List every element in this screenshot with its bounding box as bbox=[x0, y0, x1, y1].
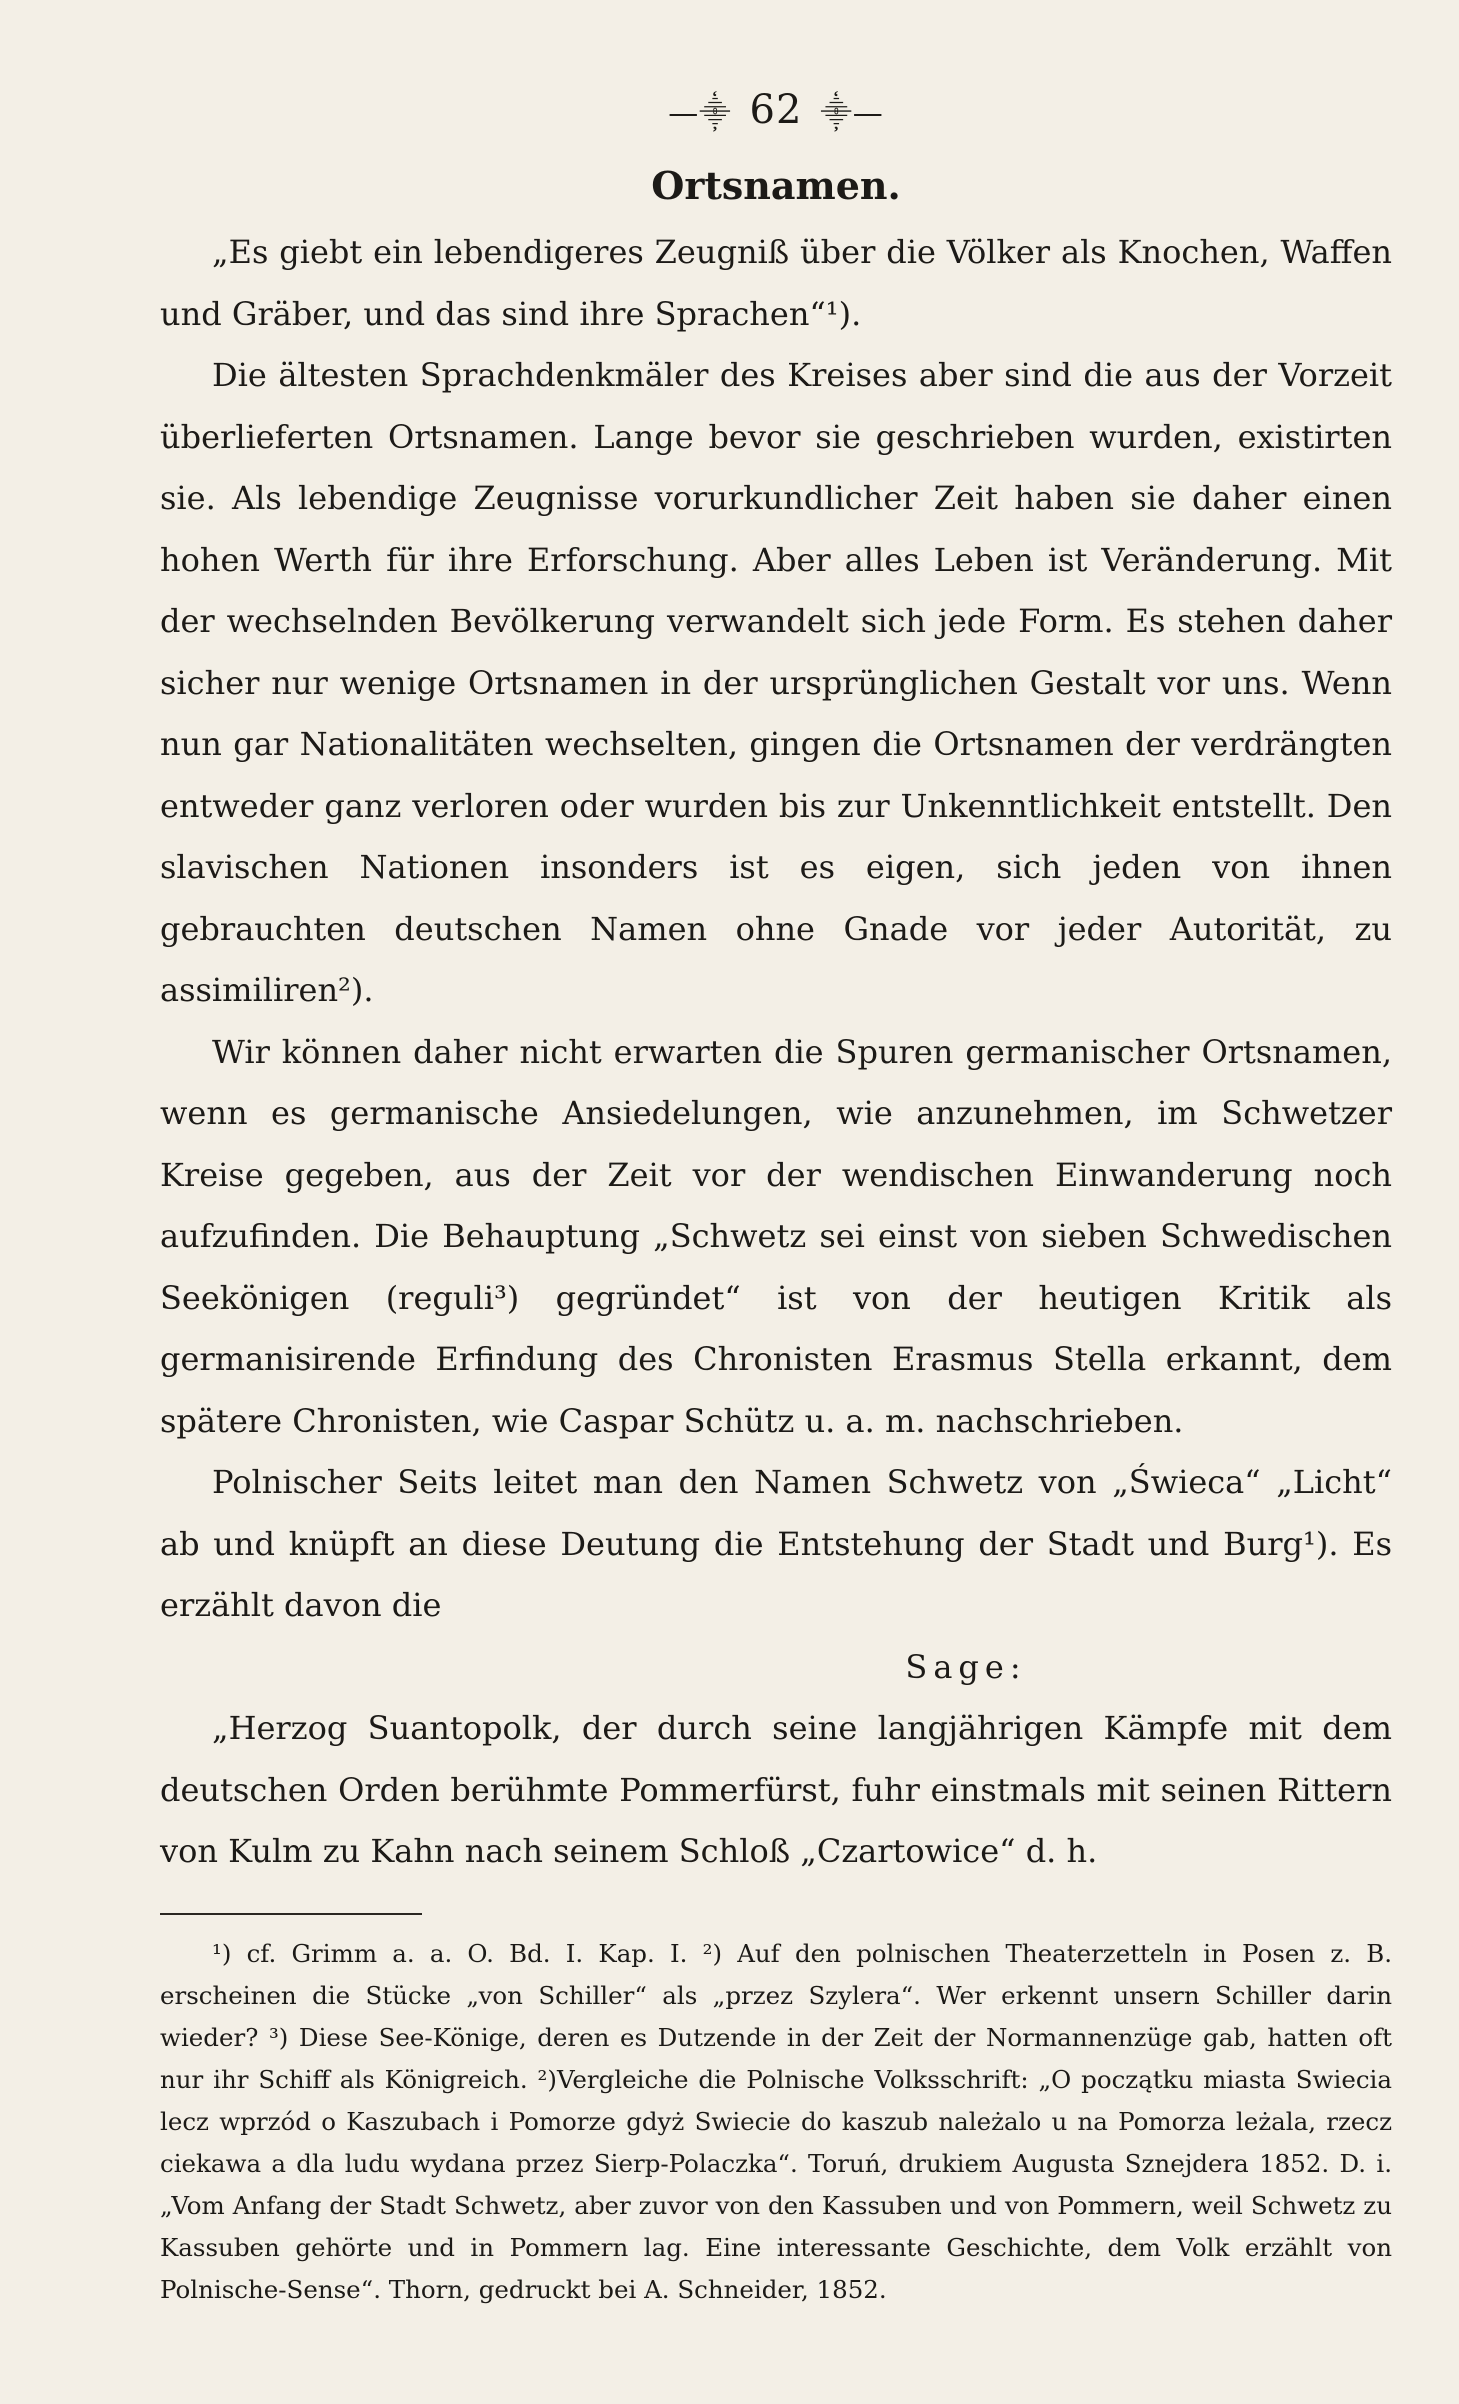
paragraph-sprachdenkmaeler: Die ältesten Sprachdenkmäler des Kreises aber sind die aus der Vorzeit überlieferten Ortsnamen. Lange bevor sie geschrieben wurden, existirten sie. Als lebendige Zeugnisse vorurkundlicher Zeit haben sie daher einen hohen Werth für ihre Erforschung. Aber alles Leben ist Veränderung. Mit der wechselnden Bevölkerung verwandelt sich jede Form. Es stehen daher sicher nur wenige Ortsnamen in der ursprünglichen Gestalt vor uns. Wenn nun gar Nationalitäten wechselten, gingen die Ortsnamen der verdrängten entweder ganz verloren oder wurden bis zur Unkenntlichkeit entstellt. Den slavischen Nationen insonders ist es eigen, sich jeden von ihnen gebrauchten deutschen Namen ohne Gnade vor jeder Autorität, zu assimiliren²). bbox=[160, 356, 1392, 1009]
ornament-right-icon: ⸎— bbox=[820, 96, 884, 131]
running-head bbox=[160, 80, 1392, 144]
book-page bbox=[160, 80, 1392, 2311]
paragraph-germanische-ortsnamen: Wir können daher nicht erwarten die Spuren germanischer Ortsnamen, wenn es germanische Ansiedelungen, wie anzunehmen, im Schwetzer Kreise gegeben, aus der Zeit vor der wendischen Einwanderung noch aufzufinden. Die Behauptung „Schwetz sei einst von sieben Schwedischen Seekönigen (reguli³) gegründet“ ist von der heutigen Kritik als germanisirende Erfindung des Chronisten Erasmus Stella erkannt, dem spätere Chronisten, wie Caspar Schütz u. a. m. nachschrieben. bbox=[160, 1032, 1392, 1440]
ornament-left-icon: —⸎ bbox=[668, 96, 732, 131]
footnote-divider bbox=[160, 1913, 422, 1915]
body-text bbox=[160, 222, 1392, 1883]
paragraph-polnische-deutung: Polnischer Seits leitet man den Namen Schwetz von „Świeca“ „Licht“ ab und knüpft an diese Deutung die Entstehung der Stadt und Burg¹). Es erzählt davon die bbox=[160, 1463, 1392, 1624]
paragraph-sage: „Herzog Suantopolk, der durch seine langjährigen Kämpfe mit dem deutschen Orden berühmte Pommerfürst, fuhr einstmals mit seinen Rittern von Kulm zu Kahn nach seinem Schloß „Czartowice“ d. h. bbox=[160, 1709, 1392, 1870]
paragraph-quote: „Es giebt ein lebendigeres Zeugniß über die Völker als Knochen, Waffen und Gräber, und das sind ihre Sprachen“¹). bbox=[160, 233, 1392, 333]
section-title: Ortsnamen. bbox=[651, 163, 901, 208]
footnotes bbox=[160, 1933, 1392, 2311]
page-number: 62 bbox=[749, 87, 803, 133]
sage-heading: Sage: bbox=[905, 1647, 1027, 1686]
footnote-text: ¹) cf. Grimm a. a. O. Bd. I. Kap. I. ²) Auf den polnischen Theaterzetteln in Posen z. B. erscheinen die Stücke „von Schiller“ als „przez Szylera“. Wer erkennt unsern Schiller darin wieder? ³) Diese See-Könige, deren es Dutzende in der Zeit der Normannenzüge gab, hatten oft nur ihr Schiff als Königreich. ²)Vergleiche die Polnische Volksschrift: „O początku miasta Swiecia lecz wprzód o Kaszubach i Pomorze gdyż Swiecie do kaszub należalo u na Pomorza leżala, rzecz ciekawa a dla ludu wydana przez Sierp-Polaczka“. Toruń, drukiem Augusta Sznejdera 1852. D. i. „Vom Anfang der Stadt Schwetz, aber zuvor von den Kassuben und von Pommern, weil Schwetz zu Kassuben gehörte und in Pommern lag. Eine interessante Geschichte, dem Volk erzählt von Polnische-Sense“. Thorn, gedruckt bei A. Schneider, 1852. bbox=[160, 1938, 1392, 2304]
